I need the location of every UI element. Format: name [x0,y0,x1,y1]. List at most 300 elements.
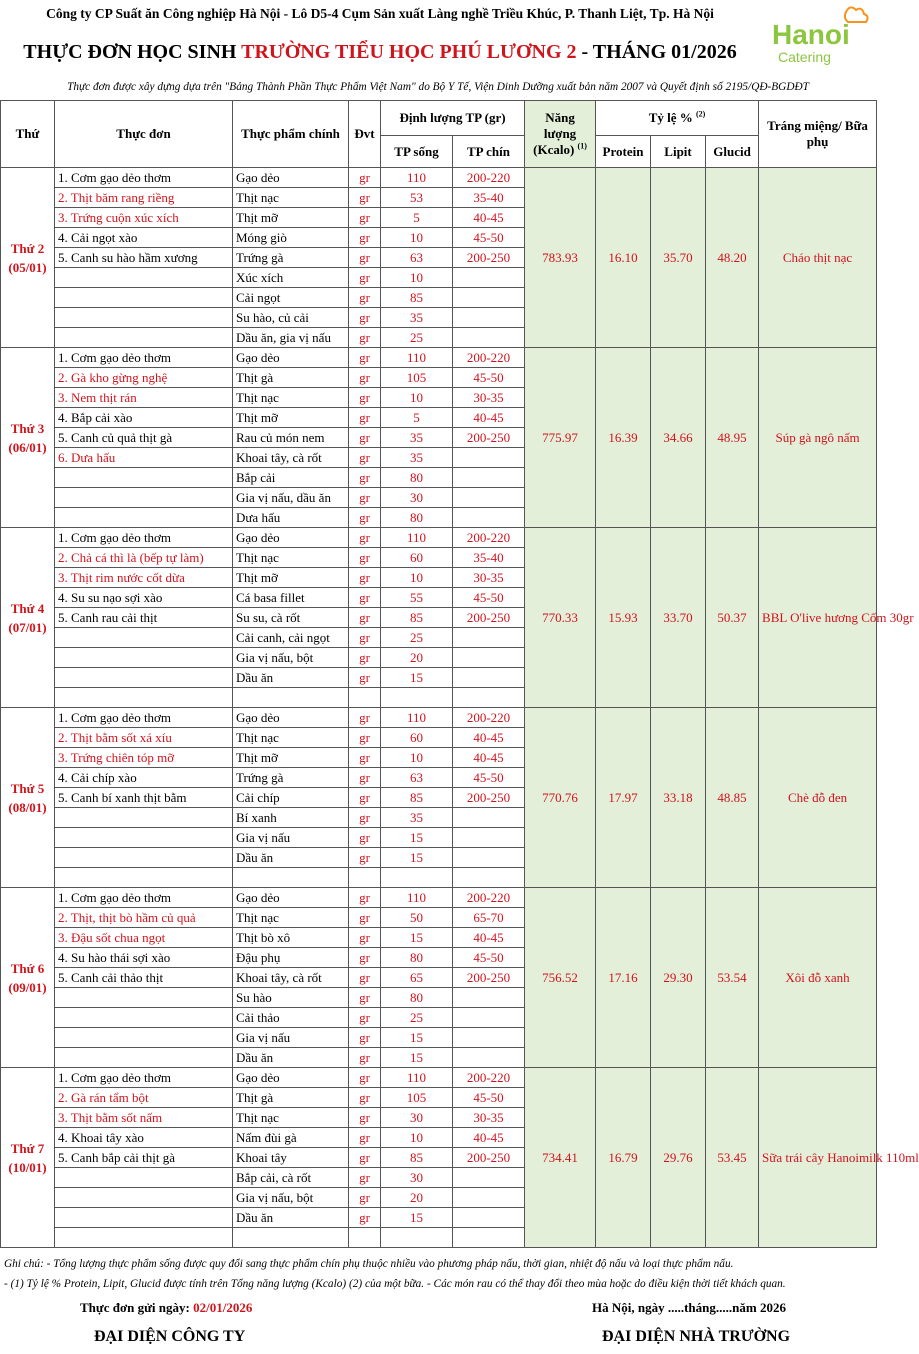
food-cell: Gạo dẻo [233,168,349,188]
dish-cell [55,308,233,328]
food-cell: Su hào [233,988,349,1008]
food-cell: Khoai tây, cà rốt [233,968,349,988]
unit-cell: gr [349,808,381,828]
unit-cell: gr [349,168,381,188]
unit-cell [349,688,381,708]
raw-amount-cell: 60 [381,728,453,748]
sent-date [80,1300,252,1316]
raw-amount-cell: 10 [381,388,453,408]
food-cell [233,1228,349,1248]
sent-date-value: 02/01/2026 [193,1300,253,1315]
energy-cell: 775.97 [525,348,596,528]
cooked-amount-cell: 35-40 [453,188,525,208]
col-ty-le [596,101,759,136]
cooked-amount-cell [453,688,525,708]
cooked-amount-cell: 45-50 [453,768,525,788]
cooked-amount-cell [453,488,525,508]
col-protein: Protein [596,136,651,168]
food-cell: Trứng gà [233,768,349,788]
sign-company: ĐẠI DIỆN CÔNG TY [94,1328,246,1345]
dish-cell [55,1008,233,1028]
raw-amount-cell: 15 [381,848,453,868]
cooked-amount-cell: 200-220 [453,168,525,188]
unit-cell: gr [349,548,381,568]
table-row [1,528,877,548]
raw-amount-cell: 10 [381,568,453,588]
cooked-amount-cell [453,288,525,308]
raw-amount-cell: 25 [381,328,453,348]
raw-amount-cell [381,868,453,888]
unit-cell: gr [349,1208,381,1228]
unit-cell: gr [349,1088,381,1108]
food-cell: Bí xanh [233,808,349,828]
energy-cell: 770.76 [525,708,596,888]
day-name: Thứ 6 [10,960,45,976]
unit-cell: gr [349,628,381,648]
dish-cell [55,468,233,488]
cooked-amount-cell: 200-220 [453,1068,525,1088]
cooked-amount-cell [453,848,525,868]
raw-amount-cell: 25 [381,628,453,648]
dish-cell [55,988,233,1008]
raw-amount-cell: 10 [381,228,453,248]
dish-cell: 3. Thịt bằm sốt nấm [55,1108,233,1128]
food-cell: Thịt mỡ [233,208,349,228]
raw-amount-cell: 105 [381,1088,453,1108]
unit-cell: gr [349,1008,381,1028]
dish-cell [55,508,233,528]
raw-amount-cell: 10 [381,268,453,288]
food-cell: Dầu ăn [233,668,349,688]
dish-cell: 1. Cơm gạo dẻo thơm [55,348,233,368]
raw-amount-cell: 15 [381,1208,453,1228]
day-date: (05/01) [8,259,47,275]
raw-amount-cell: 15 [381,1048,453,1068]
cooked-amount-cell: 40-45 [453,408,525,428]
dessert-cell: Chè đỗ đen [759,708,877,888]
unit-cell [349,1228,381,1248]
lipit-cell: 35.70 [651,168,706,348]
food-cell: Thịt bò xô [233,928,349,948]
cooked-amount-cell: 200-250 [453,788,525,808]
dish-cell: 4. Su su nạo sợi xào [55,588,233,608]
cooked-amount-cell: 45-50 [453,1088,525,1108]
food-cell: Gạo dẻo [233,888,349,908]
dish-cell: 3. Thịt rim nước cốt dừa [55,568,233,588]
signature-row [0,1324,876,1352]
unit-cell: gr [349,568,381,588]
menu-body [1,168,919,1248]
table-row [1,348,877,368]
raw-amount-cell: 5 [381,208,453,228]
raw-amount-cell [381,1228,453,1248]
cooked-amount-cell: 45-50 [453,588,525,608]
title-school: TRƯỜNG TIỂU HỌC PHÚ LƯƠNG 2 [241,41,577,63]
dessert-cell: Súp gà ngô nấm [759,348,877,528]
unit-cell: gr [349,1128,381,1148]
dish-cell: 5. Canh bí xanh thịt bằm [55,788,233,808]
raw-amount-cell: 80 [381,468,453,488]
cooked-amount-cell [453,1168,525,1188]
dish-cell: 5. Canh rau cải thịt [55,608,233,628]
sup-2: (2) [696,109,706,119]
cooked-amount-cell: 200-250 [453,1148,525,1168]
dish-cell [55,268,233,288]
food-cell: Dầu ăn, gia vị nấu [233,328,349,348]
cooked-amount-cell: 40-45 [453,208,525,228]
food-cell: Cải chíp [233,788,349,808]
lipit-cell: 29.76 [651,1068,706,1248]
title-suffix: - THÁNG 01/2026 [576,41,737,63]
cooked-amount-cell: 30-35 [453,1108,525,1128]
raw-amount-cell: 85 [381,788,453,808]
food-cell: Dầu ăn [233,1048,349,1068]
food-cell: Gia vị nấu, bột [233,648,349,668]
dish-cell [55,288,233,308]
raw-amount-cell: 35 [381,308,453,328]
sent-label: Thực đơn gửi ngày: [80,1300,194,1315]
place-date: Hà Nội, ngày .....tháng.....năm 2026 [592,1300,786,1315]
cooked-amount-cell [453,808,525,828]
cooked-amount-cell: 200-220 [453,888,525,908]
raw-amount-cell: 10 [381,748,453,768]
unit-cell: gr [349,188,381,208]
protein-cell: 17.16 [596,888,651,1068]
day-date: (10/01) [8,1159,47,1175]
day-cell [1,888,55,1068]
food-cell: Xúc xích [233,268,349,288]
unit-cell: gr [349,468,381,488]
food-cell: Thịt mỡ [233,568,349,588]
glucid-cell: 53.54 [706,888,759,1068]
food-cell: Thịt nạc [233,728,349,748]
food-cell: Gia vị nấu, bột [233,1188,349,1208]
dish-cell [55,828,233,848]
dish-cell [55,1228,233,1248]
raw-amount-cell: 35 [381,808,453,828]
dish-cell: 4. Cải chíp xào [55,768,233,788]
food-cell: Gia vị nấu, dầu ăn [233,488,349,508]
unit-cell: gr [349,668,381,688]
send-date-row [0,1298,876,1320]
cooked-amount-cell: 200-250 [453,608,525,628]
cooked-amount-cell: 200-250 [453,968,525,988]
raw-amount-cell: 35 [381,428,453,448]
unit-cell: gr [349,408,381,428]
unit-cell: gr [349,708,381,728]
glucid-cell: 48.20 [706,168,759,348]
logo-word-hanoi: Hanoi [772,19,850,50]
dish-cell [55,648,233,668]
food-cell [233,688,349,708]
raw-amount-cell: 110 [381,348,453,368]
cooked-amount-cell [453,468,525,488]
unit-cell: gr [349,428,381,448]
cooked-amount-cell [453,628,525,648]
cooked-amount-cell [453,648,525,668]
protein-cell: 15.93 [596,528,651,708]
cooked-amount-cell [453,1188,525,1208]
cooked-amount-cell: 45-50 [453,368,525,388]
cooked-amount-cell [453,1028,525,1048]
food-cell: Móng giò [233,228,349,248]
dish-cell [55,328,233,348]
energy-cell: 783.93 [525,168,596,348]
raw-amount-cell: 110 [381,168,453,188]
raw-amount-cell: 35 [381,448,453,468]
food-cell: Su su, cà rốt [233,608,349,628]
col-trang-mieng: Tráng miệng/ Bữa phụ [759,101,877,168]
unit-cell: gr [349,488,381,508]
raw-amount-cell: 30 [381,488,453,508]
food-cell: Thịt mỡ [233,408,349,428]
raw-amount-cell: 80 [381,948,453,968]
dish-cell [55,1208,233,1228]
day-cell [1,348,55,528]
dish-cell: 1. Cơm gạo dẻo thơm [55,888,233,908]
kcalo-label: (Kcalo) [533,142,575,157]
dish-cell: 2. Chả cá thì là (bếp tự làm) [55,548,233,568]
cooked-amount-cell [453,268,525,288]
food-cell: Khoai tây, cà rốt [233,448,349,468]
col-nang-luong [525,101,596,168]
food-cell: Su hào, củ cải [233,308,349,328]
menu-table [0,100,919,1248]
food-cell: Thịt nạc [233,388,349,408]
energy-cell: 770.33 [525,528,596,708]
food-cell: Cải thảo [233,1008,349,1028]
food-cell: Cải canh, cải ngọt [233,628,349,648]
dish-cell [55,488,233,508]
day-cell [1,1068,55,1248]
col-tp-song: TP sống [381,136,453,168]
day-name: Thứ 2 [10,240,45,256]
day-date: (06/01) [8,439,47,455]
dish-cell: 2. Gà kho gừng nghệ [55,368,233,388]
dish-cell [55,1048,233,1068]
dish-cell [55,628,233,648]
cooked-amount-cell: 35-40 [453,548,525,568]
unit-cell: gr [349,1148,381,1168]
protein-cell: 16.39 [596,348,651,528]
subtitle-source-note: Thực đơn được xây dựng dựa trên "Bảng Thành Phần Thực Phẩm Việt Nam" do Bộ Y Tế, Viện Dinh Dưỡng xuất bản năm 2007 và Quyết định số 2195/QĐ-BGDĐT [67,81,809,93]
table-row [1,1068,877,1088]
unit-cell [349,868,381,888]
sup-1: (1) [577,141,587,151]
dessert-cell: Cháo thịt nạc [759,168,877,348]
unit-cell: gr [349,748,381,768]
cooked-amount-cell: 40-45 [453,1128,525,1148]
raw-amount-cell: 110 [381,528,453,548]
unit-cell: gr [349,588,381,608]
unit-cell: gr [349,728,381,748]
unit-cell: gr [349,1188,381,1208]
dish-cell [55,1168,233,1188]
unit-cell: gr [349,388,381,408]
glucid-cell: 48.95 [706,348,759,528]
logo-word-catering: Catering [778,49,831,65]
dish-cell: 3. Trứng cuộn xúc xích [55,208,233,228]
food-cell: Dưa hấu [233,508,349,528]
cooked-amount-cell [453,508,525,528]
unit-cell: gr [349,208,381,228]
raw-amount-cell: 30 [381,1168,453,1188]
dish-cell [55,848,233,868]
energy-cell: 734.41 [525,1068,596,1248]
dish-cell: 3. Trứng chiên tóp mỡ [55,748,233,768]
cooked-amount-cell [453,668,525,688]
col-thuc-pham: Thực phẩm chính [233,101,349,168]
dessert-cell: BBL O'live hương Cốm 30gr [759,528,877,708]
raw-amount-cell: 80 [381,988,453,1008]
raw-amount-cell: 65 [381,968,453,988]
page-title [0,32,760,72]
cooked-amount-cell: 45-50 [453,948,525,968]
food-cell [233,868,349,888]
dish-cell: 5. Canh cải thảo thịt [55,968,233,988]
lipit-cell: 33.18 [651,708,706,888]
dish-cell [55,868,233,888]
unit-cell: gr [349,308,381,328]
cooked-amount-cell: 45-50 [453,228,525,248]
col-thuc-don: Thực đơn [55,101,233,168]
glucid-cell: 53.45 [706,1068,759,1248]
unit-cell: gr [349,768,381,788]
day-name: Thứ 4 [10,600,45,616]
col-glucid: Glucid [706,136,759,168]
day-cell [1,168,55,348]
glucid-cell: 50.37 [706,528,759,708]
cooked-amount-cell: 200-220 [453,708,525,728]
unit-cell: gr [349,508,381,528]
cooked-amount-cell: 40-45 [453,928,525,948]
cooked-amount-cell [453,1048,525,1068]
glucid-cell: 48.85 [706,708,759,888]
raw-amount-cell: 63 [381,768,453,788]
cooked-amount-cell [453,1008,525,1028]
food-cell: Thịt gà [233,368,349,388]
food-cell: Đậu phụ [233,948,349,968]
cooked-amount-cell: 65-70 [453,908,525,928]
table-row [1,708,877,728]
company-header: Công ty CP Suất ăn Công nghiệp Hà Nội - Lô D5-4 Cụm Sản xuất Làng nghề Triều Khúc, P. Thanh Liệt, Tp. Hà Nội [46,6,714,21]
lipit-cell: 34.66 [651,348,706,528]
dish-cell: 4. Khoai tây xào [55,1128,233,1148]
protein-cell: 16.10 [596,168,651,348]
raw-amount-cell: 60 [381,548,453,568]
raw-amount-cell: 110 [381,708,453,728]
unit-cell: gr [349,348,381,368]
raw-amount-cell: 15 [381,668,453,688]
food-cell: Trứng gà [233,248,349,268]
unit-cell: gr [349,328,381,348]
food-cell: Bắp cải, cà rốt [233,1168,349,1188]
unit-cell: gr [349,988,381,1008]
raw-amount-cell: 53 [381,188,453,208]
dish-cell: 2. Thịt bằm sốt xá xíu [55,728,233,748]
unit-cell: gr [349,788,381,808]
sign-school: ĐẠI DIỆN NHÀ TRƯỜNG [602,1328,791,1345]
food-cell: Gia vị nấu [233,1028,349,1048]
unit-cell: gr [349,1168,381,1188]
dish-cell: 1. Cơm gạo dẻo thơm [55,528,233,548]
food-cell: Thịt mỡ [233,748,349,768]
raw-amount-cell: 85 [381,288,453,308]
unit-cell: gr [349,908,381,928]
col-dinh-luong: Định lượng TP (gr) [381,101,525,136]
dish-cell: 6. Dưa hấu [55,448,233,468]
unit-cell: gr [349,648,381,668]
cooked-amount-cell: 40-45 [453,728,525,748]
col-lipit: Lipit [651,136,706,168]
cooked-amount-cell [453,988,525,1008]
cooked-amount-cell [453,828,525,848]
unit-cell: gr [349,1108,381,1128]
food-cell: Gạo dẻo [233,708,349,728]
raw-amount-cell: 20 [381,1188,453,1208]
unit-cell: gr [349,448,381,468]
cooked-amount-cell [453,1228,525,1248]
day-cell [1,708,55,888]
dish-cell: 4. Cải ngọt xào [55,228,233,248]
unit-cell: gr [349,888,381,908]
lipit-cell: 33.70 [651,528,706,708]
unit-cell: gr [349,968,381,988]
food-cell: Thịt gà [233,1088,349,1108]
raw-amount-cell: 30 [381,1108,453,1128]
cooked-amount-cell: 200-250 [453,428,525,448]
dish-cell: 3. Nem thịt rán [55,388,233,408]
day-date: (08/01) [8,799,47,815]
dish-cell: 1. Cơm gạo dẻo thơm [55,168,233,188]
unit-cell: gr [349,1068,381,1088]
raw-amount-cell: 63 [381,248,453,268]
unit-cell: gr [349,268,381,288]
food-cell: Gạo dẻo [233,348,349,368]
table-row [1,888,877,908]
dish-cell: 4. Su hào thái sợi xào [55,948,233,968]
dish-cell [55,688,233,708]
energy-cell: 756.52 [525,888,596,1068]
day-name: Thứ 5 [10,780,45,796]
food-cell: Cá basa fillet [233,588,349,608]
cooked-amount-cell: 200-250 [453,248,525,268]
cooked-amount-cell [453,308,525,328]
dish-cell: 5. Canh bắp cải thịt gà [55,1148,233,1168]
dish-cell: 2. Gà rán tẩm bột [55,1088,233,1108]
dish-cell [55,808,233,828]
unit-cell: gr [349,948,381,968]
food-cell: Gia vị nấu [233,828,349,848]
unit-cell: gr [349,228,381,248]
hanoi-catering-logo [764,2,874,74]
dish-cell [55,1188,233,1208]
protein-cell: 17.97 [596,708,651,888]
food-cell: Gạo dẻo [233,1068,349,1088]
dish-cell: 5. Canh củ quả thịt gà [55,428,233,448]
cooked-amount-cell [453,868,525,888]
dish-cell: 1. Cơm gạo dẻo thơm [55,708,233,728]
lipit-cell: 29.30 [651,888,706,1068]
raw-amount-cell: 10 [381,1128,453,1148]
raw-amount-cell: 15 [381,928,453,948]
food-cell: Rau củ món nem [233,428,349,448]
cooked-amount-cell: 200-220 [453,348,525,368]
day-name: Thứ 3 [10,420,45,436]
unit-cell: gr [349,368,381,388]
food-cell: Thịt nạc [233,188,349,208]
table-row [1,168,877,188]
